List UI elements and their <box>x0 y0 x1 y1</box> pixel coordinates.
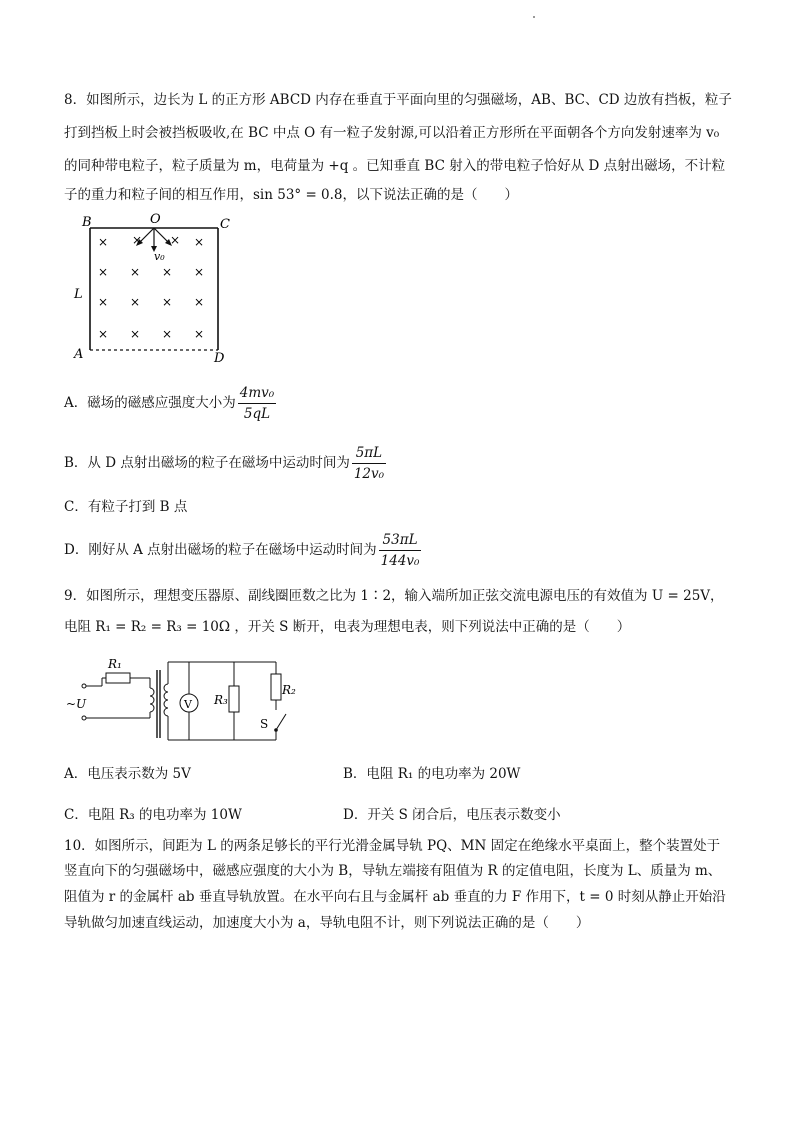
label-s: S <box>260 717 269 731</box>
q9-line-2: 电阻 R₁ = R₂ = R₃ = 10Ω ，开关 S 断开，电表为理想电表，则下列说法中正确的是（ ） <box>64 619 631 635</box>
frac-num: 4mv₀ <box>238 383 276 404</box>
label-d: D <box>214 351 225 366</box>
page-speck <box>533 16 535 18</box>
field-cross: × <box>130 295 141 309</box>
field-cross: × <box>194 295 205 309</box>
field-cross: × <box>98 327 109 341</box>
terminal-bottom <box>82 716 86 720</box>
q9-option-a: A．电压表示数为 5V <box>64 766 191 782</box>
field-cross: × <box>162 295 173 309</box>
field-crosses <box>98 233 204 341</box>
q8-option-c: C．有粒子打到 B 点 <box>64 499 188 515</box>
frac-num: 53πL <box>379 530 422 551</box>
resistor-r1 <box>106 673 130 683</box>
q9-figure-transformer-circuit <box>64 648 324 748</box>
field-cross: × <box>194 265 205 279</box>
q9-option-b: B．电阻 R₁ 的电功率为 20W <box>343 766 521 782</box>
label-o: O <box>150 212 161 227</box>
q9-option-c: C．电阻 R₃ 的电功率为 10W <box>64 807 242 823</box>
q8-option-d <box>64 530 423 571</box>
field-cross: × <box>98 295 109 309</box>
field-cross: × <box>162 265 173 279</box>
field-cross: × <box>194 235 205 249</box>
q10-line-2: 竖直向下的匀强磁场中，磁感应强度的大小为 B，导轨左端接有阻值为 R 的定值电阻，长度为 L、质量为 m、 <box>64 863 722 879</box>
field-cross: × <box>98 265 109 279</box>
q8-figure-square-field <box>70 208 240 368</box>
q10-line-3: 阻值为 r 的金属杆 ab 垂直导轨放置。在水平向右且与金属杆 ab 垂直的力 F 作用下，t = 0 时刻从静止开始沿 <box>64 889 726 905</box>
primary-coil <box>150 688 154 712</box>
resistor-r3 <box>229 686 239 712</box>
frac-den: 12v₀ <box>353 466 385 482</box>
frac-num: 5πL <box>352 443 386 464</box>
q8-option-a <box>64 383 278 424</box>
q8-option-d-text: D．刚好从 A 点射出磁场的粒子在磁场中运动时间为 <box>64 542 377 558</box>
field-cross: × <box>98 235 109 249</box>
terminal-top <box>82 684 86 688</box>
switch-s-open <box>276 714 286 730</box>
q8-line-2: 打到挡板上时会被挡板吸收,在 BC 中点 O 有一粒子发射源,可以沿着正方形所在平面朝各个方向发射速率为 v₀ <box>64 125 720 141</box>
frac-den: 144v₀ <box>380 553 420 569</box>
voltmeter-label: V <box>184 698 192 711</box>
q8-line-4: 子的重力和粒子间的相互作用，sin 53° = 0.8，以下说法正确的是（ ） <box>64 187 519 203</box>
q8-option-d-fraction <box>379 530 422 571</box>
label-c: C <box>220 217 230 232</box>
label-b: B <box>82 215 92 230</box>
resistor-r2 <box>271 674 281 700</box>
label-v0: v₀ <box>154 250 165 263</box>
q8-option-b-fraction <box>352 443 386 484</box>
q8-option-b-text: B．从 D 点射出磁场的粒子在磁场中运动时间为 <box>64 455 350 471</box>
q9-line-1: 9．如图所示，理想变压器原、副线圈匝数之比为 1∶2，输入端所加正弦交流电源电压的有效值为 U = 25V， <box>64 588 724 604</box>
label-r3: R₃ <box>214 693 228 707</box>
label-l: L <box>74 287 83 302</box>
q8-option-a-text: A．磁场的磁感应强度大小为 <box>64 395 236 411</box>
field-cross: × <box>130 265 141 279</box>
label-a: A <box>74 347 84 362</box>
q8-option-a-fraction <box>238 383 276 424</box>
field-cross: × <box>132 233 143 247</box>
q10-line-4: 导轨做匀加速直线运动，加速度大小为 a，导轨电阻不计，则下列说法正确的是（ ） <box>64 915 590 931</box>
field-cross: × <box>162 327 173 341</box>
q10-line-1: 10．如图所示，间距为 L 的两条足够长的平行光滑金属导轨 PQ、MN 固定在绝缘水平桌面上，整个装置处于 <box>64 838 721 854</box>
field-cross: × <box>170 233 181 247</box>
q8-line-3: 的同种带电粒子，粒子质量为 m，电荷量为 +q 。已知垂直 BC 射入的带电粒子恰好从 D 点射出磁场，不计粒 <box>64 158 726 174</box>
q8-line-1: 8．如图所示，边长为 L 的正方形 ABCD 内存在垂直于平面向里的匀强磁场，AB、BC、CD 边放有挡板，粒子 <box>64 92 732 108</box>
label-r1: R₁ <box>108 657 122 671</box>
field-cross: × <box>194 327 205 341</box>
q9-option-d: D．开关 S 闭合后，电压表示数变小 <box>343 807 561 823</box>
q8-option-b <box>64 443 388 484</box>
secondary-coil <box>164 684 168 716</box>
label-u: ~U <box>66 697 87 711</box>
field-cross: × <box>130 327 141 341</box>
label-r2: R₂ <box>282 683 296 697</box>
frac-den: 5qL <box>243 406 271 422</box>
